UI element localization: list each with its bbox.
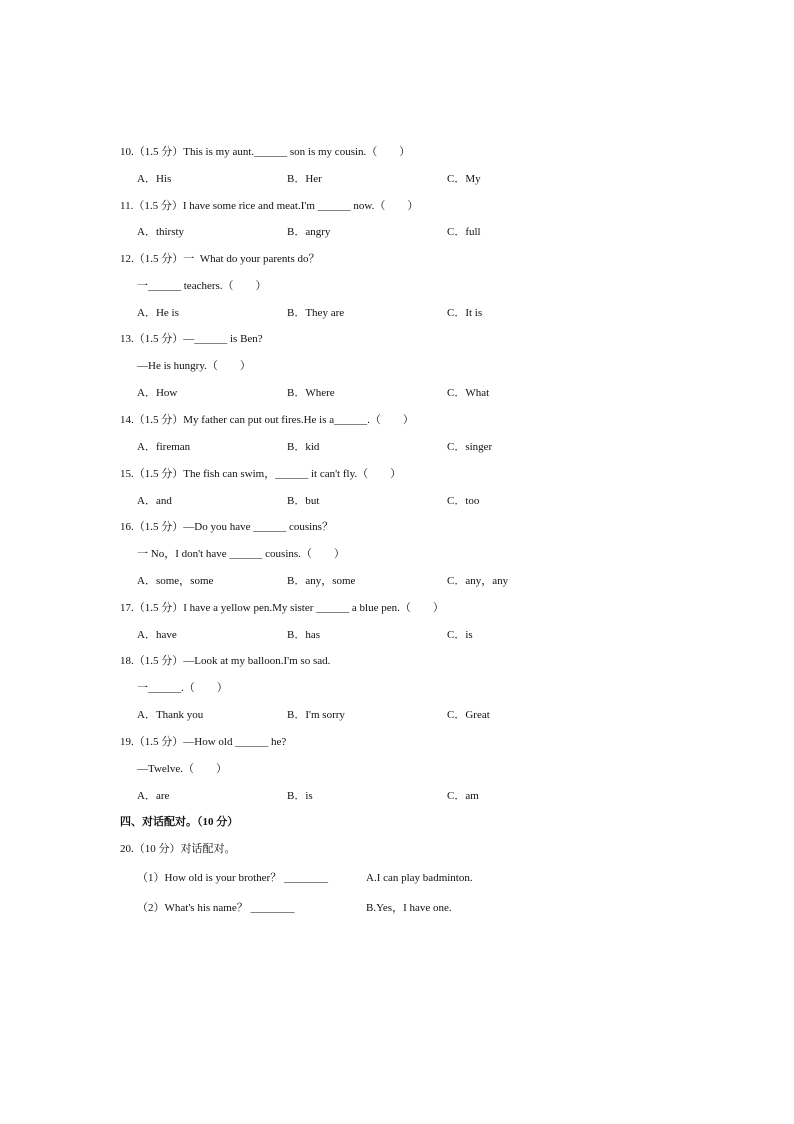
q10-option-b: B．Her: [287, 173, 322, 185]
matching-answer-a: A.I can play badminton.: [366, 872, 473, 884]
q10-option-c: C．My: [447, 173, 481, 185]
q18-option-c: C．Great: [447, 709, 490, 721]
q19-option-c: C．am: [447, 790, 479, 802]
matching-question-1: （1）How old is your brother？ ________: [137, 872, 328, 884]
question-20: 20.（10 分）对话配对。: [120, 843, 236, 855]
question-19: 19.（1.5 分）—How old ______ he?: [120, 736, 287, 748]
q14-option-c: C．singer: [447, 441, 493, 453]
q13-option-a: A．How: [137, 387, 178, 399]
question-18: 18.（1.5 分）—Look at my balloon.I'm so sad.: [120, 655, 331, 667]
q13-option-c: C．What: [447, 387, 490, 399]
q17-option-a: A．have: [137, 629, 177, 641]
question-16-reply: 一 No，I don't have ______ cousins.（ ）: [137, 548, 345, 560]
q16-option-c: C．any，any: [447, 575, 509, 587]
section-heading: 四、对话配对。（10 分）: [120, 816, 239, 828]
question-12: 12.（1.5 分）一 What do your parents do？: [120, 253, 320, 265]
q15-option-c: C．too: [447, 495, 480, 507]
question-18-reply: 一______.（ ）: [137, 682, 228, 694]
question-13-reply: —He is hungry.（ ）: [137, 360, 251, 372]
q16-option-b: B．any，some: [287, 575, 356, 587]
q14-option-a: A．fireman: [137, 441, 191, 453]
question-17: 17.（1.5 分）I have a yellow pen.My sister ______ a blue pen.（ ）: [120, 602, 444, 614]
q11-option-b: B．angry: [287, 226, 331, 238]
q15-option-a: A．and: [137, 495, 172, 507]
q17-option-b: B．has: [287, 629, 320, 641]
q19-option-b: B．is: [287, 790, 313, 802]
matching-answer-b: B.Yes，I have one.: [366, 902, 452, 914]
question-16: 16.（1.5 分）—Do you have ______ cousins？: [120, 521, 333, 533]
q11-option-a: A．thirsty: [137, 226, 185, 238]
question-11: 11.（1.5 分）I have some rice and meat.I'm ______ now.（ ）: [120, 200, 419, 212]
q14-option-b: B．kid: [287, 441, 320, 453]
question-19-reply: —Twelve.（ ）: [137, 763, 227, 775]
q15-option-b: B．but: [287, 495, 320, 507]
question-12-reply: 一______ teachers.（ ）: [137, 280, 267, 292]
q12-option-a: A．He is: [137, 307, 179, 319]
q12-option-c: C．It is: [447, 307, 483, 319]
q11-option-c: C．full: [447, 226, 481, 238]
q18-option-b: B．I'm sorry: [287, 709, 345, 721]
q10-option-a: A．His: [137, 173, 172, 185]
question-10: 10.（1.5 分）This is my aunt.______ son is my cousin.（ ）: [120, 146, 411, 158]
question-14: 14.（1.5 分）My father can put out fires.He is a______.（ ）: [120, 414, 414, 426]
q13-option-b: B．Where: [287, 387, 335, 399]
q19-option-a: A．are: [137, 790, 170, 802]
q17-option-c: C．is: [447, 629, 473, 641]
q18-option-a: A．Thank you: [137, 709, 204, 721]
question-13: 13.（1.5 分）—______ is Ben?: [120, 333, 263, 345]
question-15: 15.（1.5 分）The fish can swim，______ it can't fly.（ ）: [120, 468, 402, 480]
q16-option-a: A．some，some: [137, 575, 214, 587]
matching-question-2: （2）What's his name？ ________: [137, 902, 295, 914]
q12-option-b: B．They are: [287, 307, 345, 319]
